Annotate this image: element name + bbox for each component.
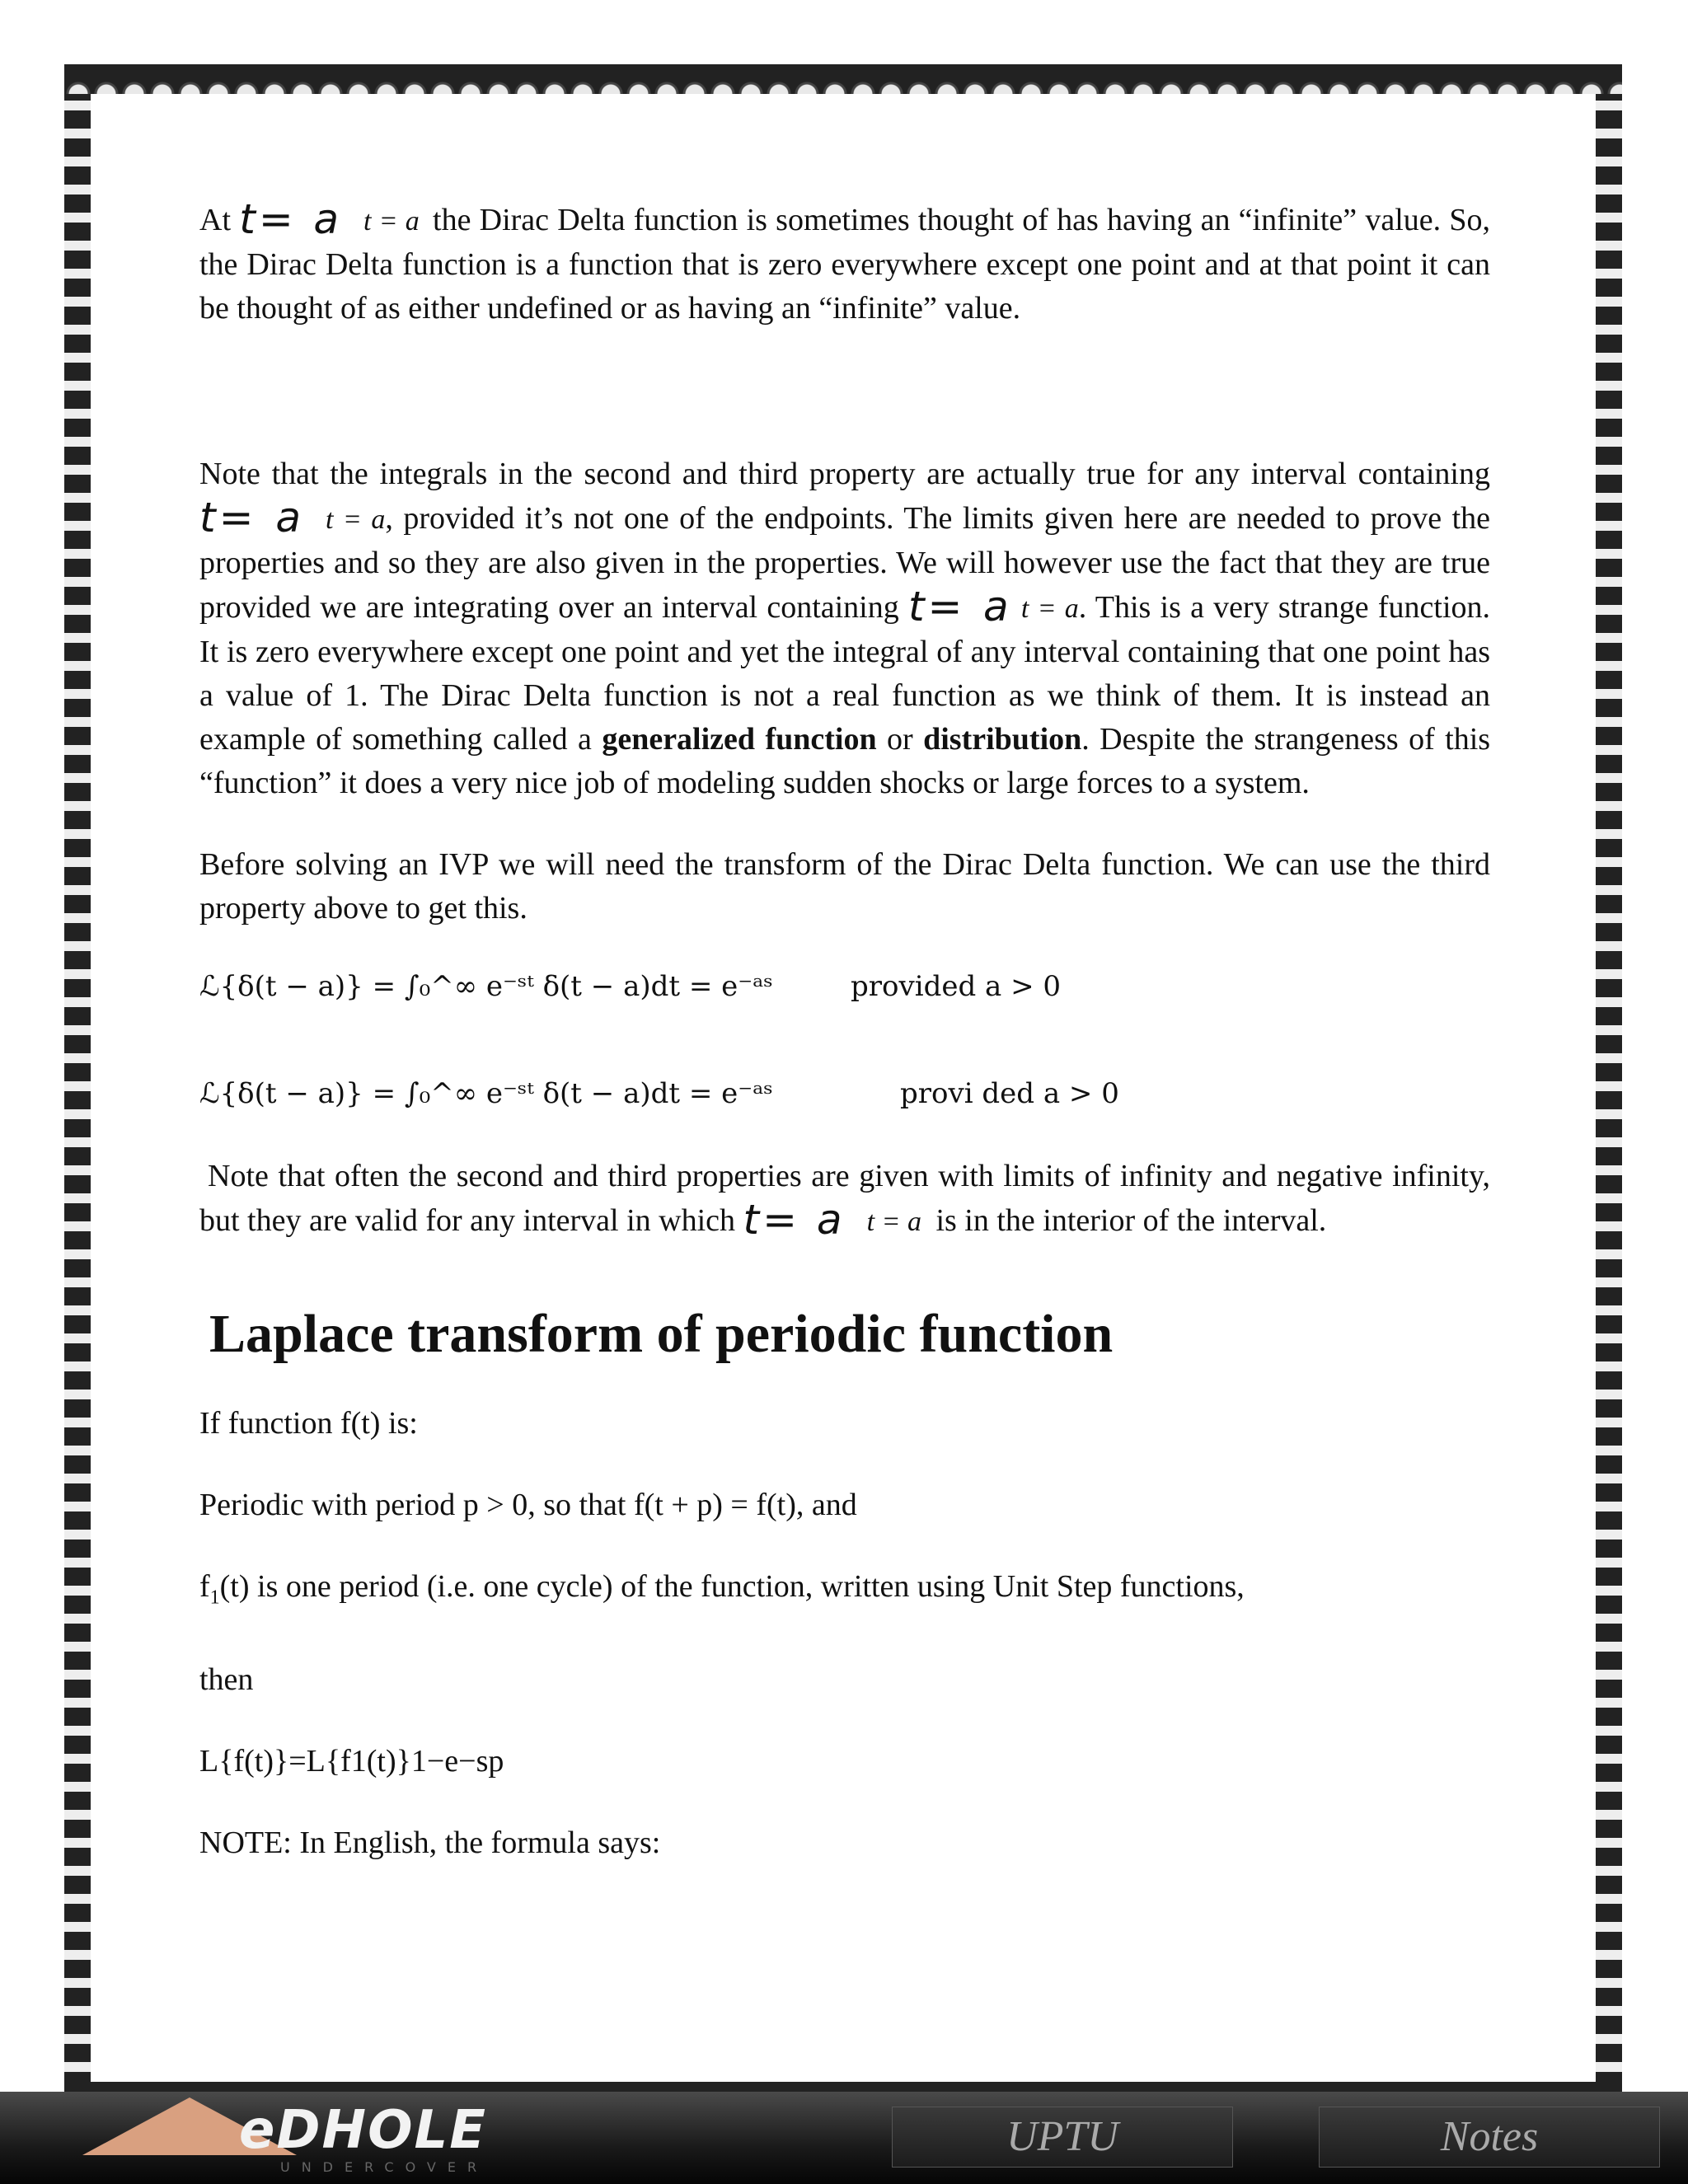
math-t-equals-a: t= a <box>199 494 305 541</box>
uptu-button[interactable]: UPTU <box>892 2107 1233 2168</box>
paragraph-dirac-intro: At t= a t = a the Dirac Delta function is sometimes thought of has having an “infinite” value. So, the Dirac Delta function is a function that is zero everywhere except one point and at that point it can be thought of as either undefined or as having an “infinite” value. <box>199 195 1491 326</box>
line-if-function: If function f(t) is: <box>199 1406 418 1441</box>
logo-tagline: UNDERCOVER <box>280 2159 489 2175</box>
line-periodic: Periodic with period p > 0, so that f(t + p) = f(t), and <box>199 1488 857 1522</box>
paragraph-interval-note: Note that often the second and third properties are given with limits of infinity and negative infinity, but they are valid for any interval in which t= a t = a is in the interior of the interval. <box>199 1159 1490 1244</box>
line-formula-periodic: L{f(t)}=L{f1(t)}1−e−sp <box>199 1743 504 1779</box>
paragraph-before-ivp: Before solving an IVP we will need the transform of the Dirac Delta function. We can use the third property above to get this. <box>199 847 1490 926</box>
border-pattern-right <box>1596 94 1622 2082</box>
term-generalized-function: generalized function <box>602 722 877 757</box>
math-t-equals-a: t= a <box>743 1196 846 1244</box>
notes-button[interactable]: Notes <box>1319 2107 1660 2168</box>
math-t-equals-a: t= a <box>239 195 342 243</box>
line-one-period: $f_1(t)$ is one period (i.e. one cycle) of the function, written using Unit Step functions, <box>199 1569 1245 1609</box>
line-then: then <box>199 1661 254 1697</box>
math-t-equals-a: t= a <box>907 583 1012 630</box>
document-body <box>199 195 1491 1865</box>
paragraph-integral-note: Note that the integrals in the second and third property are actually true for any interval containing t= a t = a, provided it’s not one of the endpoints. The limits given here are needed to prove the properties and so they are also given in the properties. We will however use the fact that they are true provided we are integrating over an interval containing t= a t = a. This is a very strange function. It is zero everywhere except one point and yet the integral of any interval containing that one point has a value of 1. The Dirac Delta function is not a real function as we think of them. It is instead an example of something called a generalized function or distribution. Despite the strangeness of this “function” it does a very nice job of modeling sudden shocks or large forces to a system. <box>199 457 1491 800</box>
formula-expression: ℒ{δ(t − a)} = ∫₀^∞ e⁻ˢᵗ δ(t − a)dt = e⁻ᵃˢ <box>199 1077 773 1110</box>
formula-dirac-transform-2 <box>199 1072 1490 1122</box>
line-note-english: NOTE: In English, the formula says: <box>199 1825 661 1860</box>
term-distribution: distribution <box>923 722 1082 757</box>
edhole-logo[interactable]: eDHOLE <box>239 2100 487 2161</box>
formula-expression: ℒ{δ(t − a)} = ∫₀^∞ e⁻ˢᵗ δ(t − a)dt = e⁻ᵃˢ <box>199 970 773 1003</box>
math-t-equals-a-small: t = a <box>363 206 420 237</box>
border-pattern-left <box>64 94 91 2082</box>
formula-dirac-transform-1 <box>199 965 1490 1015</box>
border-pattern-top <box>64 64 1622 94</box>
section-heading: Laplace transform of periodic function <box>209 1304 1114 1364</box>
formula-condition: provi ded a > 0 <box>900 1077 1119 1110</box>
formula-condition: provided a > 0 <box>851 970 1062 1003</box>
